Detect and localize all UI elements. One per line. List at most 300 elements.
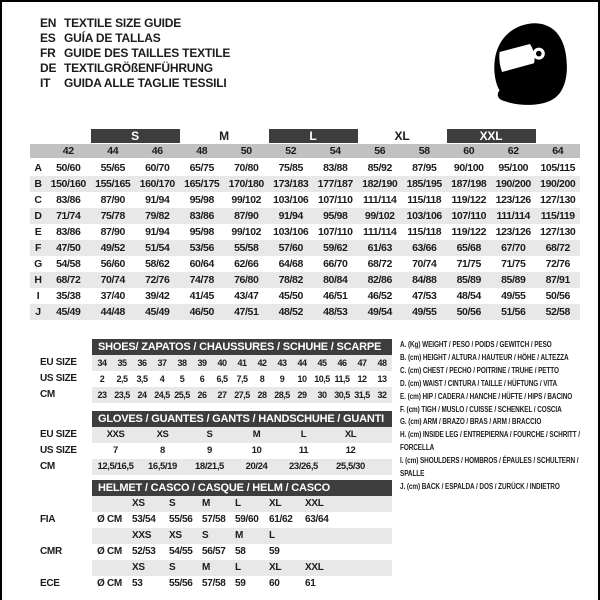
size-value: 72/76 [145, 274, 170, 286]
size-value: 115/118 [407, 226, 442, 238]
section-title: GLOVES / GUANTES / GANTS / HANDSCHUHE / GUANTI [92, 411, 392, 427]
size-value: 103/106 [273, 194, 309, 206]
size-value: 95/100 [498, 162, 529, 174]
size-value: 49/55 [501, 290, 526, 302]
size-value: 39/42 [145, 290, 170, 302]
size-value: L [235, 498, 241, 509]
size-value: 75/78 [100, 210, 125, 222]
size-value: XS [169, 530, 182, 541]
size-value: 111/114 [363, 226, 397, 238]
row-label [40, 560, 92, 576]
table-row [40, 496, 600, 512]
size-value: 50/56 [545, 290, 570, 302]
size-value: 36 [137, 358, 147, 368]
size-value: 34 [97, 358, 107, 368]
size-value: 59/62 [323, 242, 348, 254]
section-title: HELMET / CASCO / CASQUE / HELM / CASCO [92, 480, 392, 496]
numeric-size: 52 [285, 145, 297, 157]
size-value: 68/72 [56, 274, 81, 286]
table-row [30, 208, 580, 224]
size-value: 11,5 [334, 374, 350, 384]
size-value [305, 528, 392, 544]
size-group-label: XL [394, 129, 410, 143]
row-cells [92, 355, 392, 371]
row-label: B [34, 178, 42, 190]
size-value: 64/68 [278, 258, 303, 270]
size-value [305, 544, 392, 560]
legend-item: B. (cm) HEIGHT / ALTURA / HAUTEUR / HÖHE / ALTEZZA [400, 352, 569, 362]
size-value: 65/68 [456, 242, 481, 254]
size-value: 68/72 [545, 242, 570, 254]
numeric-size: 56 [374, 145, 386, 157]
size-value: 71/74 [56, 210, 81, 222]
row-label: F [34, 242, 41, 254]
size-value: 53/56 [189, 242, 214, 254]
size-value: 115/118 [407, 194, 442, 206]
size-value: 59 [269, 546, 280, 557]
table-row [30, 272, 580, 288]
size-value: 90/100 [453, 162, 484, 174]
language-code: DE [40, 61, 57, 75]
size-value: 28,5 [274, 390, 290, 400]
size-value: XS [132, 562, 145, 573]
size-value: 84/88 [412, 274, 437, 286]
numeric-size: 44 [107, 145, 119, 157]
language-row [40, 31, 230, 46]
size-value: 107/110 [317, 194, 353, 206]
size-value: 4 [159, 374, 165, 384]
size-value: 95/98 [189, 194, 214, 206]
size-value: Ø CM [97, 578, 122, 589]
size-value: 87/91 [545, 274, 570, 286]
numeric-size: 62 [507, 145, 519, 157]
size-value: 51/54 [145, 242, 170, 254]
size-value: 40 [217, 358, 227, 368]
size-number-row [30, 144, 580, 158]
row-cells [92, 560, 392, 576]
table-row [40, 576, 600, 592]
language-code: ES [40, 31, 56, 45]
size-value: 99/102 [364, 210, 395, 222]
row-label: US SIZE [40, 373, 77, 384]
size-value: 58/62 [145, 258, 170, 270]
size-value: L [235, 562, 241, 573]
size-value: 165/175 [184, 178, 220, 190]
size-value: 18/21,5 [195, 461, 224, 472]
size-value: 27,5 [234, 390, 250, 400]
size-table-body [30, 160, 580, 320]
size-value: 173/183 [273, 178, 309, 190]
size-value: 24,5 [154, 390, 170, 400]
size-value: 45/50 [278, 290, 303, 302]
size-value: 61/63 [367, 242, 392, 254]
size-value: 87/95 [412, 162, 437, 174]
size-value: 44 [297, 358, 307, 368]
size-value: 12,5/16,5 [97, 461, 134, 472]
size-value: XXL [305, 498, 324, 509]
legend-item: H. (cm) INSIDE LEG / ENTREPIERNA / FOURCHE / SCHRITT / FORCELLA [400, 430, 580, 453]
size-value: 48 [377, 358, 387, 368]
size-value: 119/122 [451, 226, 487, 238]
size-value: L [300, 429, 307, 440]
size-value: 9 [279, 374, 285, 384]
row-label: J [35, 306, 41, 318]
row-label: E [34, 226, 42, 238]
size-value: 83/86 [56, 226, 81, 238]
size-value: 61/62 [269, 514, 293, 525]
row-cells [92, 443, 392, 459]
size-value [97, 496, 132, 512]
size-value: 59 [235, 578, 246, 589]
size-group-label: L [269, 129, 358, 143]
size-value: 150/160 [50, 178, 86, 190]
size-value: 70/74 [100, 274, 125, 286]
size-value: 49/54 [367, 306, 392, 318]
size-value: 55/56 [169, 514, 193, 525]
size-value: 49/52 [100, 242, 125, 254]
row-label: I [36, 290, 40, 302]
size-value: M [202, 562, 211, 573]
size-value: 103/106 [273, 226, 309, 238]
size-value: 42 [257, 358, 267, 368]
size-value: 91/94 [145, 194, 170, 206]
size-value: 48/52 [278, 306, 303, 318]
size-value: 12 [345, 445, 356, 456]
table-row [40, 512, 600, 528]
size-value: 3,5 [136, 374, 148, 384]
size-value: 55/58 [234, 242, 259, 254]
size-value: XL [269, 562, 282, 573]
legend-item: G. (cm) ARM / BRAZO / BRAS / ARM / BRACCIO [400, 417, 542, 427]
size-value: S [169, 498, 176, 509]
size-value: 7,5 [236, 374, 248, 384]
size-value: 23,5 [114, 390, 130, 400]
size-value: 45 [317, 358, 327, 368]
row-label: G [34, 258, 42, 270]
size-value: 13 [377, 374, 387, 384]
size-value: 87/90 [234, 210, 259, 222]
numeric-size: 48 [196, 145, 208, 157]
size-value: 177/187 [317, 178, 353, 190]
size-value: 50/60 [56, 162, 81, 174]
size-value: 47/53 [412, 290, 437, 302]
size-value: 127/130 [540, 194, 576, 206]
table-row [30, 304, 580, 320]
size-value: 46 [337, 358, 347, 368]
size-value: 31,5 [354, 390, 370, 400]
row-cells [92, 459, 392, 475]
numeric-size: 42 [62, 145, 74, 157]
size-value: 105/115 [540, 162, 576, 174]
size-value: 190/200 [540, 178, 576, 190]
size-value: 63/66 [412, 242, 437, 254]
size-value: 54/58 [56, 258, 81, 270]
row-label: EU SIZE [40, 357, 77, 368]
size-value: 46/52 [367, 290, 392, 302]
size-value: 35 [117, 358, 127, 368]
size-value: 87/90 [100, 226, 125, 238]
numeric-size: 54 [329, 145, 341, 157]
helmet-icon [490, 20, 570, 108]
size-value: 30 [317, 390, 327, 400]
table-row [30, 224, 580, 240]
size-value: 23/26,5 [289, 461, 318, 472]
size-value: 83/86 [189, 210, 214, 222]
size-value: L [269, 530, 275, 541]
size-value: XS [132, 498, 145, 509]
table-row [40, 560, 600, 576]
size-value: 30,5 [334, 390, 350, 400]
size-value: 32 [377, 390, 387, 400]
size-value: 52/58 [545, 306, 570, 318]
size-value: 47 [357, 358, 367, 368]
size-value: S [202, 530, 209, 541]
row-cells [92, 528, 392, 544]
size-value: 56/57 [202, 546, 226, 557]
size-value: M [202, 498, 211, 509]
row-cells [92, 496, 392, 512]
size-value: 2,5 [116, 374, 128, 384]
legend-item: D. (cm) WAIST / CINTURA / TAILLE / HÜFTUNG / VITA [400, 378, 558, 388]
row-cells [92, 544, 392, 560]
size-value: 49/55 [412, 306, 437, 318]
size-value: 48/54 [456, 290, 481, 302]
size-value: 53/54 [132, 514, 156, 525]
size-value: 28 [257, 390, 267, 400]
size-value: 2 [99, 374, 105, 384]
size-value: 46/51 [323, 290, 348, 302]
table-row [30, 160, 580, 176]
language-list [40, 16, 230, 91]
size-value: 185/195 [406, 178, 442, 190]
language-title: GUIDA ALLE TAGLIE TESSILI [64, 76, 227, 90]
row-label: ECE [40, 578, 60, 589]
row-label: D [34, 210, 42, 222]
size-value: 85/89 [456, 274, 481, 286]
row-cells [92, 371, 392, 387]
numeric-size: 60 [463, 145, 475, 157]
size-value: 7 [113, 445, 118, 456]
size-value [97, 560, 132, 576]
size-value: 55/56 [169, 578, 193, 589]
legend-item: E. (cm) HIP / CADERA / HANCHE / HÜFTE / HIPS / BACINO [400, 391, 573, 401]
row-label: H [34, 274, 42, 286]
size-value: 57/58 [202, 578, 226, 589]
size-value: 74/78 [189, 274, 214, 286]
size-value: 83/86 [56, 194, 81, 206]
size-value: 127/130 [540, 226, 576, 238]
size-value: 10 [251, 445, 262, 456]
size-value: 68/72 [367, 258, 392, 270]
size-value: 27 [217, 390, 227, 400]
size-value: 8 [259, 374, 265, 384]
size-value: 38 [177, 358, 187, 368]
size-value: 26 [197, 390, 207, 400]
size-value: 39 [197, 358, 207, 368]
language-title: GUÍA DE TALLAS [64, 31, 161, 45]
size-value: 11 [298, 445, 309, 456]
size-value: 41/45 [189, 290, 214, 302]
size-value: 87/90 [100, 194, 125, 206]
size-group-label: M [219, 129, 229, 143]
size-value: 25,5/30 [336, 461, 365, 472]
size-value: 60/64 [189, 258, 214, 270]
row-label [40, 528, 92, 544]
size-value: 79/82 [145, 210, 170, 222]
size-group-label: S [91, 129, 180, 143]
size-value: 50/56 [456, 306, 481, 318]
table-row [40, 544, 600, 560]
size-value: 55/65 [100, 162, 125, 174]
size-value: XL [269, 498, 282, 509]
size-value: 182/190 [362, 178, 398, 190]
size-value: 20/24 [245, 461, 268, 472]
size-value: 58 [235, 546, 246, 557]
row-label: US SIZE [40, 445, 77, 456]
size-value: 45/49 [56, 306, 81, 318]
size-value: 24 [137, 390, 147, 400]
table-row [30, 288, 580, 304]
size-value: 85/89 [501, 274, 526, 286]
row-cells [92, 427, 392, 443]
row-label: FIA [40, 514, 56, 525]
size-value: 72/76 [545, 258, 570, 270]
size-value: 37 [157, 358, 167, 368]
size-value: XXS [106, 429, 125, 440]
size-value: 95/98 [189, 226, 214, 238]
size-value: 46/50 [189, 306, 214, 318]
size-value: 35/38 [56, 290, 81, 302]
size-value: 85/92 [367, 162, 392, 174]
size-value: 63/64 [305, 514, 329, 525]
language-row [40, 16, 230, 31]
legend-item: F. (cm) TIGH / MUSLO / CUISSE / SCHENKEL / COSCIA [400, 404, 562, 414]
size-value: 107/110 [317, 226, 353, 238]
size-value: 103/106 [406, 210, 442, 222]
section-title: SHOES/ ZAPATOS / CHAUSSURES / SCHUHE / SCARPE [92, 339, 392, 355]
size-value: 99/102 [231, 226, 262, 238]
size-value: 115/119 [540, 210, 575, 222]
size-value: 111/114 [363, 194, 397, 206]
measurement-legend [400, 339, 598, 494]
size-value: 160/170 [139, 178, 175, 190]
table-row [40, 528, 600, 544]
size-value: 29 [297, 390, 307, 400]
size-value: XXS [132, 530, 152, 541]
numeric-size: 50 [240, 145, 252, 157]
size-value: 155/165 [95, 178, 131, 190]
size-value: 48/53 [323, 306, 348, 318]
size-value: XS [156, 429, 169, 440]
row-cells [92, 387, 392, 403]
size-value: 5 [179, 374, 185, 384]
size-value: M [235, 530, 244, 541]
size-value: 170/180 [228, 178, 264, 190]
size-value: 62/66 [234, 258, 259, 270]
size-value: 44/48 [100, 306, 125, 318]
size-value: 6 [199, 374, 205, 384]
size-value: 75/85 [278, 162, 303, 174]
size-value: 25,5 [174, 390, 190, 400]
table-row [30, 256, 580, 272]
size-value: 91/94 [145, 226, 170, 238]
size-value: 71/75 [501, 258, 526, 270]
size-value: 111/114 [496, 210, 530, 222]
size-value: 53 [132, 578, 143, 589]
size-value: M [252, 429, 261, 440]
size-value: 70/74 [412, 258, 437, 270]
size-value: Ø CM [97, 514, 122, 525]
language-title: TEXTILGRÖßENFÜHRUNG [64, 61, 213, 75]
language-title: TEXTILE SIZE GUIDE [64, 16, 182, 30]
size-value: 76/80 [234, 274, 259, 286]
numeric-size: 46 [151, 145, 163, 157]
language-title: GUIDE DES TAILLES TEXTILE [64, 46, 231, 60]
size-value: 59/60 [235, 514, 259, 525]
helmet-size-table [2, 480, 600, 592]
size-value: 45/49 [145, 306, 170, 318]
size-value: 187/198 [451, 178, 487, 190]
size-value: 9 [207, 445, 212, 456]
row-label: A [34, 162, 42, 174]
textile-size-table [30, 129, 580, 320]
size-value: 57/60 [278, 242, 303, 254]
size-value: S [206, 429, 213, 440]
size-value: 190/200 [495, 178, 531, 190]
size-value [97, 528, 132, 544]
size-value: 41 [237, 358, 247, 368]
row-cells [92, 512, 392, 528]
size-value: 83/88 [323, 162, 348, 174]
language-row [40, 61, 230, 76]
size-value: 60/70 [145, 162, 170, 174]
row-label: CMR [40, 546, 62, 557]
size-letter-row [30, 129, 580, 143]
size-value: 65/75 [189, 162, 214, 174]
size-value: 52/53 [132, 546, 156, 557]
size-value: 70/80 [234, 162, 259, 174]
legend-item: I. (cm) SHOULDERS / HOMBROS / ÉPAULES / SCHULTERN / SPALLE [400, 456, 579, 479]
size-value: 8 [160, 445, 165, 456]
size-value: XL [344, 429, 357, 440]
size-value: 23 [97, 390, 107, 400]
language-code: EN [40, 16, 57, 30]
size-value: 51/56 [501, 306, 526, 318]
legend-item: C. (cm) CHEST / PECHO / POITRINE / TRUHE / PETTO [400, 365, 559, 375]
size-value: 67/70 [501, 242, 526, 254]
size-value: 80/84 [323, 274, 348, 286]
size-value: 10 [297, 374, 307, 384]
size-value: 54/55 [169, 546, 193, 557]
size-value: 123/126 [495, 226, 531, 238]
numeric-size: 64 [552, 145, 564, 157]
size-value: 119/122 [451, 194, 487, 206]
size-value: 82/86 [367, 274, 392, 286]
row-label: CM [40, 389, 55, 400]
row-label: CM [40, 461, 55, 472]
numeric-size: 58 [418, 145, 430, 157]
size-value: 123/126 [495, 194, 531, 206]
legend-item: A. (Kg) WEIGHT / PESO / POIDS / GEWITCH / PESO [400, 340, 552, 349]
size-value: 71/75 [456, 258, 481, 270]
table-row [30, 176, 580, 192]
size-value: 6,5 [216, 374, 228, 384]
size-value: 16,5/19 [148, 461, 177, 472]
size-value: 60 [269, 578, 280, 589]
size-value: 12 [357, 374, 367, 384]
size-value: 47/51 [234, 306, 259, 318]
row-label: EU SIZE [40, 429, 77, 440]
